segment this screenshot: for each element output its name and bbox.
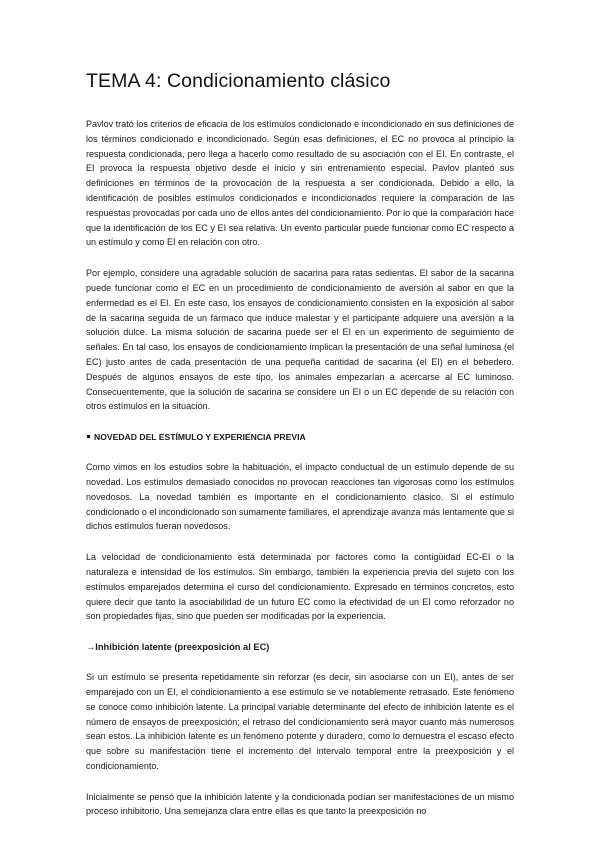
paragraph-novelty: Como vimos en los estudios sobre la habituación, el impacto conductual de un estímulo depende de su novedad. Los estímulos demasiado conocidos no provocan reacciones tan vigorosas como los estímulos novedosos. La novedad también es importante en el condicionamiento clásico. Si el estímulo condicionado o el incondicionado son sumamente familiares, el aprendizaje avanza más lentamente que si dichos estímulos fueran novedosos.	[86, 462, 514, 532]
paragraph-latent-vs-conditioned: Inicialmente se pensó que la inhibición latente y la condicionada podían ser manifestaciones de un mismo proceso inhibitorio. Una semejanza clara entre ellas es que tanto la preexposición no	[86, 791, 514, 817]
paragraph-saccharin-example: Por ejemplo, considere una agradable solución de sacarina para ratas sedientas. El sabor de la sacarina puede funcionar como el EC en un procedimiento de condicionamiento de aversión al sabor en que la enfermedad es el EI. En este caso, los ensayos de condicionamiento consisten en la exposición al sabor de la sacarina seguida de un fármaco que induce malestar y el participante adquiere una aversión a la solución dulce. La misma solución de sacarina puede ser el EI en un experimento de seguimiento de señales. En tal caso, los ensayos de condicionamiento implican la presentación de una señal luminosa (el EC) justo antes de cada presentación de una pequeña cantidad de sacarina (el EI) en el bebedero. Después de algunos ensayos de este tipo, los animales empezarían a acercarse al EC luminoso. Consecuentemente, que la solución de sacarina se considere un EI o un EC depende de su relación con otros estímulos en la situación.	[86, 268, 514, 412]
section-heading	[86, 430, 514, 444]
paragraph-pavlov-definitions: Pavlov trató los criterios de eficacia de los estímulos condicionado e incondicionado en sus definiciones de los términos condicionado e incondicionado. Según esas definiciones, el EC no provoca al principio la respuesta condicionada, pero llega a hacerlo como resultado de su asociación con el EI. En contraste, el EI provoca la respuesta objetivo desde el inicio y sin entrenamiento especial. Pavlov planteó sus definiciones en términos de la provocación de la respuesta a ser condicionada. Debido a ello, la identificación de posibles estímulos condicionados e incondicionados requiere la comparación de las respuestas provocadas por cada uno de ellos antes del condicionamiento. Por lo que la comparación hace que la identificación de los EC y EI sea relativa. Un evento particular puede funcionar como EC respecto a un estímulo y como EI en relación con otro.	[86, 119, 514, 248]
paragraph-conditioning-speed: La velocidad de condicionamiento está determinada por factores como la contigüidad EC-EI o la naturaleza e intensidad de los estímulos. Sin embargo, también la experiencia previa del sujeto con los estímulos emparejados determina el curso del condicionamiento. Expresado en términos concretos, esto quiere decir que tanto la asociabilidad de un futuro EC como la efectividad de un EI como reforzador no son propiedades fijas, sino que pueden ser modificadas por la experiencia.	[86, 552, 514, 622]
page-title: TEMA 4: Condicionamiento clásico	[86, 70, 391, 92]
square-bullet-icon	[87, 435, 90, 438]
subheading-latent-inhibition: →Inhibición latente (preexposición al EC)	[86, 642, 270, 653]
section-heading-text: NOVEDAD DEL ESTÍMULO Y EXPERIENCIA PREVIA	[94, 432, 306, 443]
paragraph-latent-inhibition: Si un estímulo se presenta repetidamente sin reforzar (es decir, sin asociarse con un EI), antes de ser emparejado con un EI, el condicionamiento a ese estímulo se ve notablemente retrasado. Este fenómeno se conoce como inhibición latente. La principal variable determinante del efecto de inhibición latente es el número de ensayos de preexposición; el retraso del condicionamiento será mayor cuanto más numerosos sean estos. La inhibición latente es un fenómeno potente y duradero, como lo demuestra el escaso efecto que sobre su manifestación tiene el incremento del intervalo temporal entre la preexposición y el condicionamiento.	[86, 672, 514, 771]
